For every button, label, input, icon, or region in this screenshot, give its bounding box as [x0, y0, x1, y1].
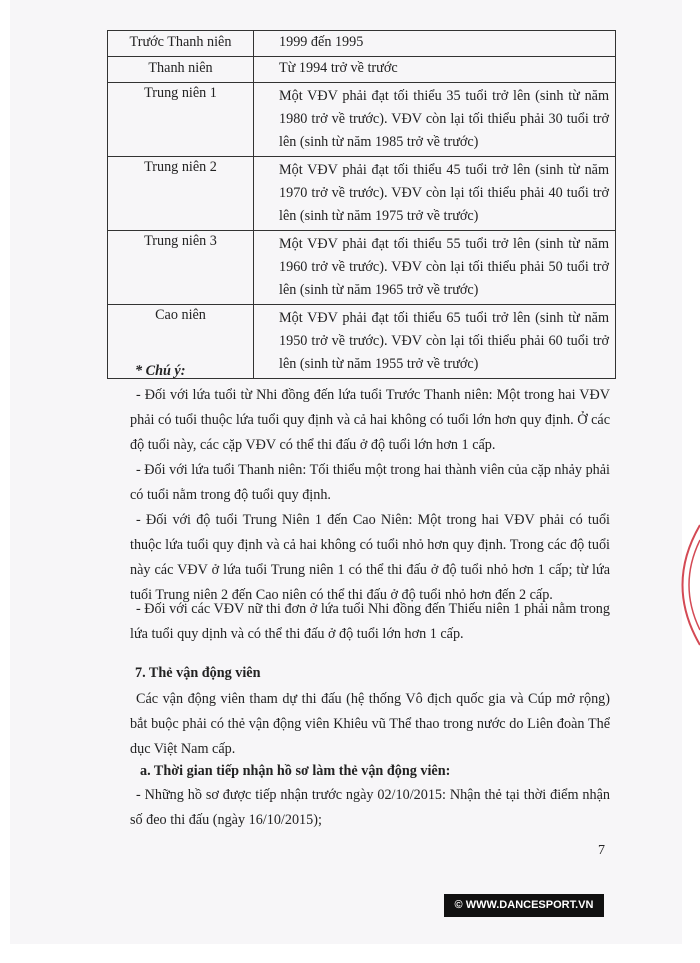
description-cell: Từ 1994 trở về trước	[254, 57, 616, 83]
category-cell: Cao niên	[108, 305, 254, 379]
note-item: - Đối với lứa tuổi từ Nhi đồng đến lứa tuổi Trước Thanh niên: Một trong hai VĐV phải có tuổi thuộc lứa tuổi quy định và cả hai không có tuổi lớn hơn quy định. Ở các độ tuổi này, các cặp VĐV có thể thi đấu ở độ tuổi lớn hơn 1 cấp.	[130, 387, 610, 453]
note-item: - Đối với các VĐV nữ thi đơn ở lứa tuổi Nhi đồng đến Thiếu niên 1 phải nằm trong lứa tuổi quy dịnh và có thể thi đấu ở độ tuổi lớn hơn 1 cấp.	[130, 601, 610, 642]
description-cell: Một VĐV phải đạt tối thiểu 55 tuổi trở lên (sinh từ năm 1960 trở về trước). VĐV còn lại tối thiểu phải 50 tuổi trở lên (sinh từ năm 1965 trở về trước)	[254, 231, 616, 305]
watermark-badge: © WWW.DANCESPORT.VN	[444, 894, 604, 917]
category-cell: Trước Thanh niên	[108, 31, 254, 57]
section-heading: 7. Thẻ vận động viên	[135, 665, 261, 681]
category-cell: Thanh niên	[108, 57, 254, 83]
note-item: - Đối với lứa tuổi Thanh niên: Tối thiểu một trong hai thành viên của cặp nhảy phải có tuổi nằm trong độ tuổi quy định.	[130, 462, 610, 503]
age-category-table	[107, 30, 616, 379]
table-row	[108, 31, 616, 57]
notes-title	[130, 363, 610, 380]
category-cell: Trung niên 2	[108, 157, 254, 231]
description-cell: Một VĐV phải đạt tối thiểu 45 tuổi trở lên (sinh từ năm 1970 trở về trước). VĐV còn lại tối thiểu phải 40 tuổi trở lên (sinh từ năm 1975 trở về trước)	[254, 157, 616, 231]
table-row	[108, 83, 616, 157]
note-item: - Đối với độ tuổi Trung Niên 1 đến Cao Niên: Một trong hai VĐV phải có tuổi thuộc lứa tuổi quy định và cả hai không có tuổi nhỏ hơn quy định. Trong các độ tuổi này các VĐV ở lứa tuổi Trung niên 1 có thể thi đấu ở độ tuổi nhỏ hơn 1 cấp; từ lứa tuổi Trung niên 2 đến Cao niên có thể thi đấu ở độ tuổi nhỏ hơn đến 2 cấp.	[130, 512, 610, 603]
section-body: Các vận động viên tham dự thi đấu (hệ thống Vô địch quốc gia và Cúp mở rộng) bắt buộc phải có thẻ vận động viên Khiêu vũ Thể thao trong nước do Liên đoàn Thể dục Việt Nam cấp.	[130, 691, 610, 757]
section-item: - Những hồ sơ được tiếp nhận trước ngày 02/10/2015: Nhận thẻ tại thời điểm nhận số đeo thi đấu (ngày 16/10/2015);	[130, 787, 610, 828]
table-row	[108, 231, 616, 305]
category-cell: Trung niên 1	[108, 83, 254, 157]
description-cell: Một VĐV phải đạt tối thiểu 35 tuổi trở lên (sinh từ năm 1980 trở về trước). VĐV còn lại tối thiểu phải 30 tuổi trở lên (sinh từ năm 1985 trở về trước)	[254, 83, 616, 157]
category-cell: Trung niên 3	[108, 231, 254, 305]
table-row	[108, 57, 616, 83]
description-cell: Một VĐV phải đạt tối thiểu 65 tuổi trở lên (sinh từ năm 1950 trở về trước). VĐV còn lại tối thiểu phải 60 tuổi trở lên (sinh từ năm 1955 trở về trước)	[254, 305, 616, 379]
description-cell: 1999 đến 1995	[254, 31, 616, 57]
red-stamp-icon	[660, 520, 700, 650]
notes-title-text: * Chú ý:	[135, 363, 186, 379]
page-number: 7	[598, 843, 605, 858]
table-row	[108, 157, 616, 231]
subsection-heading: a. Thời gian tiếp nhận hồ sơ làm thẻ vận động viên:	[140, 763, 451, 779]
